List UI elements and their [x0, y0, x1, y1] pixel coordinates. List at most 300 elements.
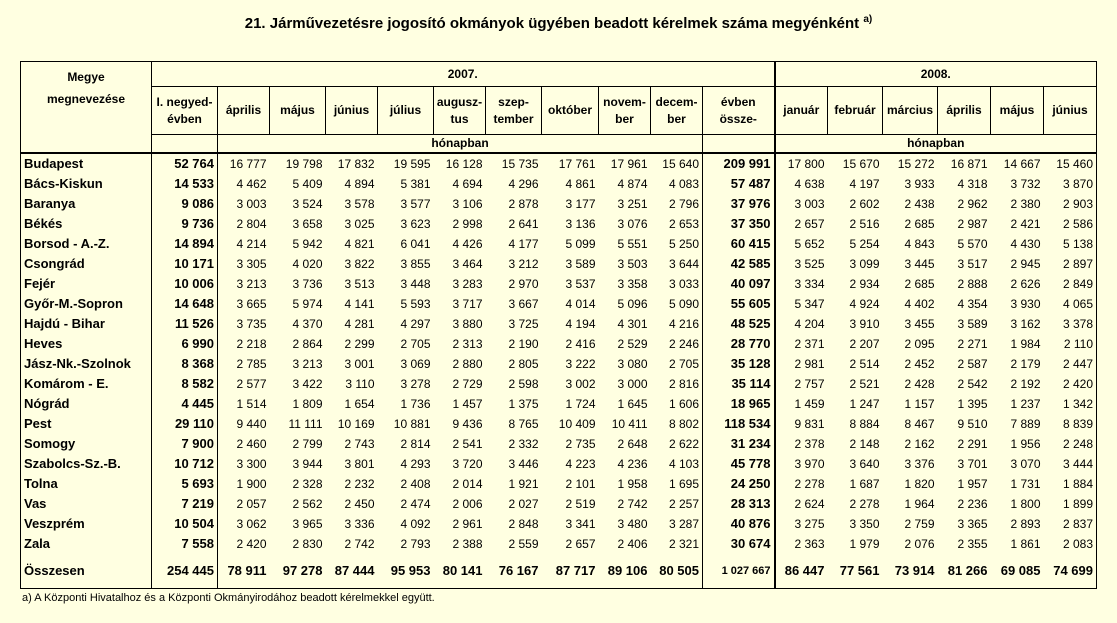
- value-cell: 1 724: [565, 397, 596, 411]
- value-cell: 9 440: [236, 417, 267, 431]
- table-row: [21, 434, 1097, 454]
- county-name: Baranya: [21, 194, 152, 214]
- value-cell: 3 933: [904, 177, 935, 191]
- value-cell: 2 529: [617, 337, 648, 351]
- value-cell: 3 944: [292, 457, 323, 471]
- value-cell: 5 652: [775, 234, 828, 254]
- value-cell: 3 577: [400, 197, 431, 211]
- value-cell: 1 645: [617, 397, 648, 411]
- value-cell: 57 487: [703, 174, 775, 194]
- value-cell: 5 593: [400, 297, 431, 311]
- value-cell: 30 674: [703, 534, 775, 554]
- column-header-2007-6: szep-tember: [486, 87, 542, 135]
- value-cell: 15 640: [651, 153, 703, 174]
- value-cell: 11 111: [288, 417, 323, 431]
- value-cell: 17 961: [610, 157, 648, 171]
- value-cell: 4 894: [344, 177, 375, 191]
- value-cell: 7 889: [1010, 417, 1041, 431]
- value-cell: 2 622: [651, 434, 703, 454]
- value-cell: 97 278: [282, 563, 323, 578]
- value-cell: 1 375: [508, 397, 539, 411]
- value-cell: 3 910: [849, 317, 880, 331]
- value-cell: 1 514: [236, 397, 267, 411]
- value-cell: 2 420: [236, 537, 267, 551]
- column-header-2007-8: novem-ber: [599, 87, 651, 135]
- county-header: [21, 62, 152, 154]
- value-cell: 1 027 667: [703, 554, 775, 589]
- value-cell: 3 701: [957, 457, 988, 471]
- value-cell: 3 444: [1062, 457, 1093, 471]
- value-cell: 4 874: [617, 177, 648, 191]
- value-cell: 3 965: [292, 517, 323, 531]
- value-cell: 5 381: [400, 177, 431, 191]
- value-cell: 7 900: [152, 434, 218, 454]
- value-cell: 69 085: [1000, 563, 1041, 578]
- column-header-2008-1: február: [828, 87, 883, 135]
- value-cell: 87 444: [334, 563, 375, 578]
- value-cell: 2 232: [344, 477, 375, 491]
- value-cell: 2 657: [775, 214, 828, 234]
- value-cell: 2 729: [452, 377, 483, 391]
- value-cell: 2 083: [1062, 537, 1093, 551]
- county-name: Békés: [21, 214, 152, 234]
- value-cell: 2 998: [452, 217, 483, 231]
- value-cell: 2 586: [1062, 217, 1093, 231]
- value-cell: 3 003: [236, 197, 267, 211]
- value-cell: 6 990: [152, 334, 218, 354]
- column-header-2008-4: május: [991, 87, 1044, 135]
- value-cell: 95 953: [390, 563, 431, 578]
- county-name: Nógrád: [21, 394, 152, 414]
- value-cell: 4 197: [849, 177, 880, 191]
- value-cell: 2 192: [1010, 377, 1041, 391]
- value-cell: 14 894: [152, 234, 218, 254]
- value-cell: 1 247: [849, 397, 880, 411]
- value-cell: 31 234: [703, 434, 775, 454]
- value-cell: 10 169: [337, 417, 375, 431]
- value-cell: 2 355: [957, 537, 988, 551]
- value-cell: 1 395: [957, 397, 988, 411]
- value-cell: 4 426: [452, 237, 483, 251]
- value-cell: 8 467: [904, 417, 935, 431]
- table-row: [21, 454, 1097, 474]
- value-cell: 1 861: [1010, 537, 1041, 551]
- value-cell: 1 237: [1010, 397, 1041, 411]
- value-cell: 78 911: [227, 563, 267, 578]
- value-cell: 2 332: [508, 437, 539, 451]
- value-cell: 5 942: [292, 237, 323, 251]
- table-row: [21, 314, 1097, 334]
- value-cell: 24 250: [703, 474, 775, 494]
- value-cell: 40 876: [703, 514, 775, 534]
- value-cell: 2 743: [344, 437, 375, 451]
- table-row: [21, 174, 1097, 194]
- value-cell: 2 626: [1010, 277, 1041, 291]
- value-cell: 80 141: [442, 563, 483, 578]
- value-cell: 28 313: [703, 494, 775, 514]
- value-cell: 1 809: [292, 397, 323, 411]
- value-cell: 3 136: [565, 217, 596, 231]
- value-cell: 1 820: [904, 477, 935, 491]
- value-cell: 87 717: [555, 563, 596, 578]
- value-cell: 3 287: [651, 514, 703, 534]
- county-name: Tolna: [21, 474, 152, 494]
- value-cell: 2 602: [849, 197, 880, 211]
- value-cell: 7 558: [152, 534, 218, 554]
- value-cell: 10 006: [152, 274, 218, 294]
- value-cell: 2 380: [1010, 197, 1041, 211]
- value-cell: 19 798: [285, 157, 323, 171]
- value-cell: 3 930: [1010, 297, 1041, 311]
- value-cell: 2 542: [957, 377, 988, 391]
- column-header-2007-1: április: [218, 87, 270, 135]
- value-cell: 1 899: [1062, 497, 1093, 511]
- value-cell: 16 128: [445, 157, 483, 171]
- empty-header-cell: [152, 135, 218, 154]
- value-cell: 2 363: [775, 534, 828, 554]
- value-cell: 1 157: [904, 397, 935, 411]
- title-footnote-mark: a): [863, 14, 873, 25]
- county-name: Borsod - A.-Z.: [21, 234, 152, 254]
- value-cell: 1 731: [1010, 477, 1041, 491]
- column-header-2007-2: május: [270, 87, 326, 135]
- table-body: [21, 153, 1097, 589]
- value-cell: 60 415: [703, 234, 775, 254]
- value-cell: 2 934: [849, 277, 880, 291]
- unit-2008: hónapban: [775, 135, 1097, 154]
- value-cell: 2 218: [236, 337, 267, 351]
- footnote: a) A Központi Hivatalhoz és a Központi Okmányirodához beadott kérelmekkel együtt.: [22, 592, 435, 604]
- value-cell: 3 640: [849, 457, 880, 471]
- county-name: Hajdú - Bihar: [21, 314, 152, 334]
- value-cell: 2 624: [775, 494, 828, 514]
- value-cell: 1 979: [849, 537, 880, 551]
- value-cell: 5 099: [565, 237, 596, 251]
- value-cell: 2 793: [400, 537, 431, 551]
- value-cell: 2 962: [957, 197, 988, 211]
- value-cell: 3 251: [617, 197, 648, 211]
- value-cell: 5 090: [651, 294, 703, 314]
- value-cell: 2 148: [849, 437, 880, 451]
- value-cell: 2 110: [1063, 337, 1093, 351]
- column-header-2008-0: január: [775, 87, 828, 135]
- value-cell: 2 641: [508, 217, 539, 231]
- column-header-2008-2: március: [883, 87, 938, 135]
- value-cell: 3 422: [292, 377, 323, 391]
- value-cell: 2 406: [617, 537, 648, 551]
- value-cell: 2 207: [849, 337, 880, 351]
- value-cell: 2 420: [1062, 377, 1093, 391]
- value-cell: 2 587: [957, 357, 988, 371]
- table-row: [21, 334, 1097, 354]
- column-header-2008-3: április: [938, 87, 991, 135]
- value-cell: 3 110: [345, 377, 375, 391]
- value-cell: 2 880: [452, 357, 483, 371]
- value-cell: 42 585: [703, 254, 775, 274]
- county-header-line1: Megye: [67, 70, 105, 84]
- value-cell: 3 855: [400, 257, 431, 271]
- value-cell: 3 213: [292, 357, 323, 371]
- value-cell: 14 667: [1003, 157, 1041, 171]
- value-cell: 2 179: [1010, 357, 1041, 371]
- value-cell: 1 687: [849, 477, 880, 491]
- value-cell: 3 305: [236, 257, 267, 271]
- value-cell: 4 296: [508, 177, 539, 191]
- value-cell: 2 735: [565, 437, 596, 451]
- value-cell: 4 020: [292, 257, 323, 271]
- value-cell: 16 871: [950, 157, 988, 171]
- value-cell: 2 799: [292, 437, 323, 451]
- value-cell: 2 816: [651, 374, 703, 394]
- value-cell: 5 138: [1062, 237, 1093, 251]
- county-name: Összesen: [21, 554, 152, 589]
- value-cell: 3 300: [236, 457, 267, 471]
- value-cell: 10 411: [611, 417, 648, 431]
- value-cell: 3 445: [904, 257, 935, 271]
- value-cell: 4 103: [651, 454, 703, 474]
- value-cell: 3 537: [565, 277, 596, 291]
- value-cell: 5 250: [651, 234, 703, 254]
- column-header-2007-10: évben össze-: [703, 87, 775, 135]
- value-cell: 16 777: [229, 157, 267, 171]
- value-cell: 2 804: [236, 217, 267, 231]
- value-cell: 2 903: [1062, 197, 1093, 211]
- table-row: [21, 374, 1097, 394]
- value-cell: 29 110: [152, 414, 218, 434]
- value-cell: 3 106: [452, 197, 483, 211]
- county-name: Budapest: [21, 153, 152, 174]
- value-cell: 3 665: [236, 297, 267, 311]
- table-row: [21, 534, 1097, 554]
- value-cell: 2 421: [1010, 217, 1041, 231]
- value-cell: 3 069: [400, 357, 431, 371]
- value-cell: 2 474: [400, 497, 431, 511]
- value-cell: 2 987: [957, 217, 988, 231]
- value-cell: 3 002: [565, 377, 596, 391]
- value-cell: 2 685: [904, 217, 935, 231]
- value-cell: 1 921: [508, 477, 539, 491]
- value-cell: 3 336: [344, 517, 375, 531]
- county-name: Vas: [21, 494, 152, 514]
- value-cell: 1 654: [344, 397, 375, 411]
- column-header-2007-5: augusz-tus: [434, 87, 486, 135]
- value-cell: 2 450: [344, 497, 375, 511]
- value-cell: 1 984: [1010, 337, 1041, 351]
- value-cell: 2 460: [236, 437, 267, 451]
- value-cell: 2 796: [651, 194, 703, 214]
- value-cell: 3 341: [565, 517, 596, 531]
- value-cell: 8 368: [152, 354, 218, 374]
- table-row: [21, 414, 1097, 434]
- value-cell: 3 099: [849, 257, 880, 271]
- column-header-2007-9: decem-ber: [651, 87, 703, 135]
- value-cell: 3 464: [452, 257, 483, 271]
- value-cell: 80 505: [651, 554, 703, 589]
- county-name: Csongrád: [21, 254, 152, 274]
- value-cell: 8 884: [849, 417, 880, 431]
- value-cell: 2 849: [1062, 277, 1093, 291]
- table-row: [21, 194, 1097, 214]
- value-cell: 4 194: [565, 317, 596, 331]
- table-row: [21, 494, 1097, 514]
- value-cell: 2 076: [904, 537, 935, 551]
- total-row: [21, 554, 1097, 589]
- value-cell: 4 216: [651, 314, 703, 334]
- value-cell: 15 735: [501, 157, 539, 171]
- county-name: Veszprém: [21, 514, 152, 534]
- value-cell: 3 822: [344, 257, 375, 271]
- value-cell: 48 525: [703, 314, 775, 334]
- value-cell: 3 003: [775, 194, 828, 214]
- value-cell: 3 378: [1062, 317, 1093, 331]
- value-cell: 77 561: [839, 563, 880, 578]
- value-cell: 2 057: [236, 497, 267, 511]
- value-cell: 9 510: [957, 417, 988, 431]
- county-name: Bács-Kiskun: [21, 174, 152, 194]
- value-cell: 2 759: [904, 517, 935, 531]
- value-cell: 4 318: [957, 177, 988, 191]
- value-cell: 4 638: [775, 174, 828, 194]
- value-cell: 1 695: [651, 474, 703, 494]
- value-cell: 9 831: [775, 414, 828, 434]
- value-cell: 3 880: [452, 317, 483, 331]
- value-cell: 3 658: [292, 217, 323, 231]
- value-cell: 2 516: [849, 217, 880, 231]
- empty-header-cell: [703, 135, 775, 154]
- value-cell: 2 313: [452, 337, 483, 351]
- table-title: [0, 14, 1117, 32]
- value-cell: 37 350: [703, 214, 775, 234]
- value-cell: 2 830: [292, 537, 323, 551]
- value-cell: 10 712: [152, 454, 218, 474]
- value-cell: 2 378: [775, 434, 828, 454]
- value-cell: 3 365: [957, 517, 988, 531]
- county-name: Heves: [21, 334, 152, 354]
- column-header-2008-5: június: [1044, 87, 1097, 135]
- value-cell: 3 212: [508, 257, 539, 271]
- value-cell: 4 861: [565, 177, 596, 191]
- value-cell: 3 358: [617, 277, 648, 291]
- value-cell: 2 452: [904, 357, 935, 371]
- value-cell: 52 764: [152, 153, 218, 174]
- value-cell: 2 559: [508, 537, 539, 551]
- value-cell: 3 001: [344, 357, 375, 371]
- value-cell: 9 736: [152, 214, 218, 234]
- county-name: Győr-M.-Sopron: [21, 294, 152, 314]
- value-cell: 2 521: [849, 377, 880, 391]
- value-cell: 1 606: [651, 394, 703, 414]
- value-cell: 3 278: [400, 377, 431, 391]
- value-cell: 3 446: [508, 457, 539, 471]
- value-cell: 76 167: [498, 563, 539, 578]
- value-cell: 2 416: [565, 337, 596, 351]
- value-cell: 5 096: [617, 297, 648, 311]
- value-cell: 4 236: [617, 457, 648, 471]
- value-cell: 15 272: [897, 157, 935, 171]
- value-cell: 2 742: [617, 497, 648, 511]
- table-row: [21, 234, 1097, 254]
- year-2007-header: 2007.: [152, 62, 775, 87]
- value-cell: 14 648: [152, 294, 218, 314]
- value-cell: 2 257: [651, 494, 703, 514]
- value-cell: 14 533: [152, 174, 218, 194]
- value-cell: 17 832: [337, 157, 375, 171]
- table-row: [21, 514, 1097, 534]
- value-cell: 3 725: [508, 317, 539, 331]
- value-cell: 4 092: [400, 517, 431, 531]
- value-cell: 1 342: [1062, 397, 1093, 411]
- column-header-row: [21, 87, 1097, 135]
- value-cell: 3 162: [1010, 317, 1041, 331]
- value-cell: 2 278: [775, 474, 828, 494]
- value-cell: 2 101: [565, 477, 596, 491]
- value-cell: 4 223: [565, 457, 596, 471]
- value-cell: 3 076: [617, 217, 648, 231]
- value-cell: 3 524: [292, 197, 323, 211]
- value-cell: 10 409: [558, 417, 596, 431]
- value-cell: 10 504: [152, 514, 218, 534]
- column-header-2007-0: I. negyed-évben: [152, 87, 218, 135]
- value-cell: 2 236: [957, 497, 988, 511]
- value-cell: 6 041: [400, 237, 431, 251]
- value-cell: 2 878: [508, 197, 539, 211]
- value-cell: 2 705: [400, 337, 431, 351]
- value-cell: 2 541: [452, 437, 483, 451]
- value-cell: 5 974: [292, 297, 323, 311]
- value-cell: 2 246: [651, 334, 703, 354]
- value-cell: 2 248: [1062, 437, 1093, 451]
- value-cell: 2 981: [775, 354, 828, 374]
- value-cell: 35 128: [703, 354, 775, 374]
- value-cell: 4 354: [957, 297, 988, 311]
- value-cell: 2 705: [651, 354, 703, 374]
- value-cell: 5 693: [152, 474, 218, 494]
- value-cell: 37 976: [703, 194, 775, 214]
- value-cell: 1 958: [617, 477, 648, 491]
- value-cell: 3 589: [957, 317, 988, 331]
- value-cell: 1 900: [236, 477, 267, 491]
- value-cell: 2 785: [236, 357, 267, 371]
- value-cell: 2 805: [508, 357, 539, 371]
- value-cell: 2 970: [508, 277, 539, 291]
- county-name: Jász-Nk.-Szolnok: [21, 354, 152, 374]
- data-table: [20, 61, 1097, 589]
- value-cell: 3 644: [651, 254, 703, 274]
- value-cell: 3 275: [775, 514, 828, 534]
- value-cell: 4 204: [775, 314, 828, 334]
- value-cell: 3 350: [849, 517, 880, 531]
- value-cell: 4 281: [344, 317, 375, 331]
- column-header-2007-7: október: [542, 87, 599, 135]
- value-cell: 2 657: [565, 537, 596, 551]
- value-cell: 209 991: [703, 153, 775, 174]
- value-cell: 7 219: [152, 494, 218, 514]
- value-cell: 18 965: [703, 394, 775, 414]
- value-cell: 73 914: [894, 563, 935, 578]
- value-cell: 11 526: [152, 314, 218, 334]
- value-cell: 55 605: [703, 294, 775, 314]
- value-cell: 4 445: [152, 394, 218, 414]
- value-cell: 4 141: [344, 297, 375, 311]
- value-cell: 3 578: [344, 197, 375, 211]
- value-cell: 1 964: [904, 497, 935, 511]
- value-cell: 2 888: [957, 277, 988, 291]
- table-row: [21, 153, 1097, 174]
- table-row: [21, 354, 1097, 374]
- value-cell: 4 821: [344, 237, 375, 251]
- value-cell: 1 957: [957, 477, 988, 491]
- value-cell: 2 742: [344, 537, 375, 551]
